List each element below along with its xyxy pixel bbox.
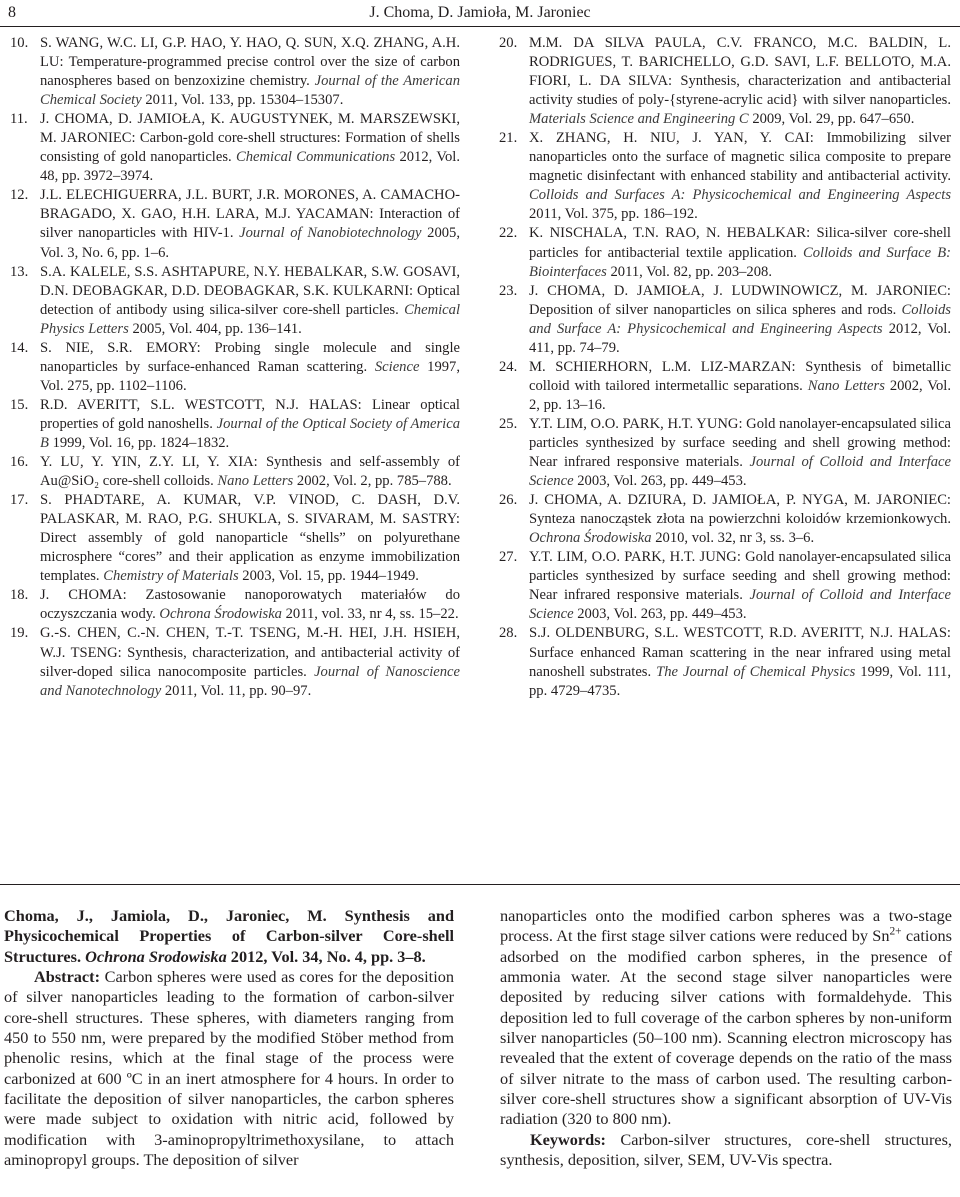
reference-item [10, 491, 460, 586]
reference-text: S. PHADTARE, A. KUMAR, V.P. VINOD, C. DASH, D.V. PALASKAR, M. RAO, P.G. SHUKLA, S. SIVARAM, M. SASTRY: Direct assembly of gold nanoparticle “shells” on polyurethane microsphere “cores” and their application as enzyme immobilization templates. [40, 492, 460, 585]
reference-source: Colloids and Surface A: Physicochemical and Engineering Aspects [529, 301, 951, 337]
reference-volume: 2011, vol. 33, nr 4, ss. 15–22. [285, 606, 459, 623]
reference-text: M.M. DA SILVA PAULA, C.V. FRANCO, M.C. BALDIN, L. RODRIGUES, T. BARICHELLO, G.D. SAVI, L.F. BELLOTO, M.A. FIORI, L. DA SILVA: Synthesis, characterization and antibacterial activity studies of poly-{styrene-acrylic acid} with silver nanoparticles. [529, 35, 951, 109]
reference-item [499, 491, 951, 548]
keywords [500, 1130, 952, 1171]
abstract-authors-title: Choma, J., Jamiola, D., Jaroniec, M. Synthesis and Physicochemical Properties of Carbon-silver Core-shell Structures. [4, 906, 454, 966]
reference-item [10, 110, 460, 186]
reference-number: 22. [499, 225, 518, 242]
abstract-body-part2 [500, 906, 952, 1130]
reference-source: Colloids and Surfaces A: Physicochemical and Engineering Aspects [529, 187, 951, 204]
reference-item [499, 358, 951, 415]
reference-text: J. CHOMA, A. DZIURA, D. JAMIOŁA, P. NYGA, M. JARONIEC: Synteza nanocząstek złota na powierzchni koloidów krzemionkowych. [529, 492, 951, 528]
reference-source: Ochrona Środowiska [159, 606, 282, 623]
reference-item [499, 415, 951, 491]
reference-number: 21. [499, 130, 518, 147]
page-header [0, 0, 960, 24]
reference-volume: 2003, Vol. 15, pp. 1944–1949. [242, 568, 419, 585]
reference-volume: 2011, Vol. 133, pp. 15304–15307. [145, 92, 344, 109]
reference-number: 26. [499, 492, 518, 509]
abstract-text-part2a: nanoparticles onto the modified carbon spheres was a two-stage process. At the first stage silver cations were reduced by Sn [500, 906, 952, 946]
tin-charge-superscript: 2+ [889, 925, 902, 938]
reference-item [10, 186, 460, 262]
abstract-text-part2b: cations adsorbed on the modified carbon spheres, in the presence of ammonia water. At the second stage silver nanoparticles were deposited by reducing silver cations with formaldehyde. This deposition led to full coverage of the carbon spheres by non-uniform silver nanoparticles (50–100 nm). Scanning electron microscopy has revealed that the extent of coverage depends on the ratio of the mass of silver nitrate to the mass of carbon used. The resulting carbon-silver core-shell structures show a significant absorption of UV-Vis radiation (320 to 800 nm). [500, 926, 952, 1129]
reference-item [10, 339, 460, 396]
reference-volume: 2002, Vol. 2, pp. 785–788. [296, 473, 452, 490]
references-right-column [499, 34, 951, 701]
section-separator [0, 884, 960, 885]
reference-item [10, 624, 460, 700]
abstract-left-column [4, 906, 454, 1170]
reference-number: 24. [499, 358, 518, 375]
reference-text: J.L. ELECHIGUERRA, J.L. BURT, J.R. MORONES, A. CAMACHO-BRAGADO, X. GAO, H.H. LARA, M.J. YACAMAN: Interaction of silver nanoparticles with HIV-1. [40, 187, 460, 242]
reference-volume: 1999, Vol. 111, pp. 4729–4735. [529, 663, 951, 699]
reference-text: R.D. AVERITT, S.L. WESTCOTT, N.J. HALAS: Linear optical properties of gold nanoshells. [40, 396, 460, 432]
reference-volume: 1997, Vol. 275, pp. 1102–1106. [40, 358, 460, 394]
reference-text: Y.T. LIM, O.O. PARK, H.T. JUNG: Gold nanolayer-encapsulated silica particles synthesized by surface seeding and shell growing method: Near infrared responsive materials. [529, 549, 951, 604]
reference-source: Science [374, 358, 420, 375]
reference-source: Colloids and Surface B: Biointerfaces [529, 244, 951, 280]
abstract-body-part1 [4, 967, 454, 1170]
references-left-column [10, 34, 460, 701]
abstract-citation [4, 906, 454, 967]
reference-source: Journal of the Optical Society of America B [40, 415, 460, 451]
reference-source: Journal of Nanoscience and Nanotechnology [40, 663, 460, 699]
reference-volume: 2012, Vol. 411, pp. 74–79. [529, 320, 952, 356]
reference-source: Ochrona Środowiska [529, 530, 652, 547]
reference-volume: 2003, Vol. 263, pp. 449–453. [577, 473, 747, 490]
running-head: J. Choma, D. Jamioła, M. Jaroniec [369, 4, 591, 21]
keywords-label: Keywords: [530, 1129, 606, 1149]
reference-number: 14. [10, 339, 29, 356]
reference-number: 28. [499, 625, 518, 642]
reference-item [10, 586, 460, 624]
reference-source: Journal of the American Chemical Society [40, 73, 460, 109]
reference-item [10, 396, 460, 453]
reference-number: 11. [10, 111, 28, 128]
abstract-label: Abstract: [34, 967, 101, 987]
reference-item [499, 224, 951, 281]
reference-volume: 2005, Vol. 3, No. 6, pp. 1–6. [40, 225, 460, 261]
reference-text: Y.T. LIM, O.O. PARK, H.T. YUNG: Gold nanolayer-encapsulated silica particles synthesized by surface seeding and shell growing method: Near infrared responsive materials. [529, 415, 951, 471]
reference-volume: 2003, Vol. 263, pp. 449–453. [577, 606, 747, 623]
reference-number: 10. [10, 35, 29, 51]
reference-text: Y. LU, Y. YIN, Z.Y. LI, Y. XIA: Synthesis and self-assembly of Au@SiO₂ core-shell colloids. [40, 454, 460, 490]
header-rule [0, 26, 960, 27]
reference-source: Nano Letters [807, 377, 885, 394]
reference-text: K. NISCHALA, T.N. RAO, N. HEBALKAR: Silica-silver core-shell particles for antibacterial textile application. [529, 225, 951, 261]
reference-text: S.J. OLDENBURG, S.L. WESTCOTT, R.D. AVERITT, N.J. HALAS: Surface enhanced Raman scattering in the near infrared using metal nanoshell substrates. [529, 625, 951, 680]
reference-item [499, 548, 951, 624]
keywords-text: Carbon-silver structures, core-shell structures, synthesis, deposition, silver, SEM, UV-Vis spectra. [500, 1129, 953, 1170]
abstract-journal: Ochrona Srodowiska [85, 946, 227, 966]
reference-item [499, 129, 951, 224]
reference-number: 27. [499, 549, 518, 566]
reference-text: X. ZHANG, H. NIU, J. YAN, Y. CAI: Immobilizing silver nanoparticles onto the surface of magnetic silica composite to prepare magnetic disinfectant with enhanced stability and antibacterial activity. [529, 130, 951, 185]
reference-number: 13. [10, 263, 29, 280]
page-number: 8 [8, 4, 16, 21]
reference-volume: 2002, Vol. 2, pp. 13–16. [529, 377, 951, 413]
reference-item [10, 34, 460, 110]
reference-number: 20. [499, 35, 518, 51]
reference-number: 16. [10, 454, 29, 471]
reference-item [499, 282, 951, 358]
reference-volume: 2011, Vol. 375, pp. 186–192. [529, 206, 698, 223]
reference-number: 19. [10, 625, 29, 642]
reference-text: J. CHOMA: Zastosowanie nanoporowatych materiałów do oczyszczania wody. [40, 587, 460, 623]
reference-volume: 2011, Vol. 11, pp. 90–97. [164, 682, 312, 699]
reference-source: Journal of Colloid and Interface Science [529, 454, 951, 490]
reference-number: 23. [499, 282, 518, 299]
reference-source: Chemical Physics Letters [40, 301, 460, 337]
reference-number: 15. [10, 396, 29, 413]
abstract-citation-details: 2012, Vol. 34, No. 4, pp. 3–8. [230, 946, 426, 966]
reference-item [10, 263, 460, 339]
reference-number: 25. [499, 415, 518, 432]
reference-number: 18. [10, 587, 29, 604]
reference-volume: 2011, Vol. 82, pp. 203–208. [610, 263, 772, 280]
reference-text: G.-S. CHEN, C.-N. CHEN, T.-T. TSENG, M.-H. HEI, J.H. HSIEH, W.J. TSENG: Synthesis, characterization, and antibacterial activity of silver-doped silica nanocomposite particles. [40, 625, 460, 680]
reference-source: Materials Science and Engineering C [529, 111, 749, 128]
reference-source: Nano Letters [217, 473, 294, 490]
reference-source: Journal of Colloid and Interface Science [529, 587, 951, 623]
reference-source: Chemistry of Materials [103, 568, 239, 585]
reference-source: The Journal of Chemical Physics [656, 663, 856, 680]
abstract-text-part1: Carbon spheres were used as cores for the deposition of silver nanoparticles leading to the formation of carbon-silver core-shell structures. These spheres, with diameters ranging from 450 to 550 nm, were prepared by the modified Stöber method from phenolic resins, which at the final stage of the process were carbonized at 600 ºC in an inert atmosphere for 4 hours. In order to facilitate the deposition of silver nanoparticles, the carbon spheres were made subject to oxidation with nitric acid, followed by modification with 3-aminopropyltrimethoxysilane, to attach aminopropyl groups. The deposition of silver [4, 967, 454, 1170]
reference-source: Chemical Communications [235, 149, 396, 166]
reference-number: 17. [10, 492, 29, 509]
reference-text: J. CHOMA, D. JAMIOŁA, J. LUDWINOWICZ, M. JARONIEC: Deposition of silver nanoparticles on silica spheres and rods. [529, 282, 951, 318]
reference-item [499, 624, 951, 700]
reference-text: S. WANG, W.C. LI, G.P. HAO, Y. HAO, Q. SUN, X.Q. ZHANG, A.H. LU: Temperature-programmed precise control over the size of carbon nanospheres based on benzoxizine chemistry. [40, 35, 460, 90]
reference-source: Journal of Nanobiotechnology [239, 225, 422, 242]
reference-number: 12. [10, 187, 29, 204]
reference-text: S.A. KALELE, S.S. ASHTAPURE, N.Y. HEBALKAR, S.W. GOSAVI, D.N. DEOBAGKAR, D.D. DEOBAGKAR, S.K. KULKARNI: Optical detection of antibody using silica-silver core-shell particles. [40, 263, 460, 318]
reference-volume: 2010, vol. 32, nr 3, ss. 3–6. [655, 530, 815, 547]
reference-volume: 2009, Vol. 29, pp. 647–650. [752, 111, 915, 128]
reference-text: J. CHOMA, D. JAMIOŁA, K. AUGUSTYNEK, M. MARSZEWSKI, M. JARONIEC: Carbon-gold core-shell structures: Formation of shells consisting of gold nanoparticles. [40, 111, 460, 166]
reference-text: M. SCHIERHORN, L.M. LIZ-MARZAN: Synthesis of bimetallic colloid with tailored intermetallic separations. [529, 358, 951, 394]
reference-item [499, 34, 951, 129]
reference-volume: 1999, Vol. 16, pp. 1824–1832. [52, 434, 230, 451]
abstract-right-column [500, 906, 952, 1170]
reference-volume: 2005, Vol. 404, pp. 136–141. [132, 320, 302, 337]
reference-text: S. NIE, S.R. EMORY: Probing single molecule and single nanoparticles by surface-enhanced Raman scattering. [40, 339, 460, 375]
reference-volume: 2012, Vol. 48, pp. 3972–3974. [40, 149, 460, 185]
reference-item [10, 453, 460, 491]
